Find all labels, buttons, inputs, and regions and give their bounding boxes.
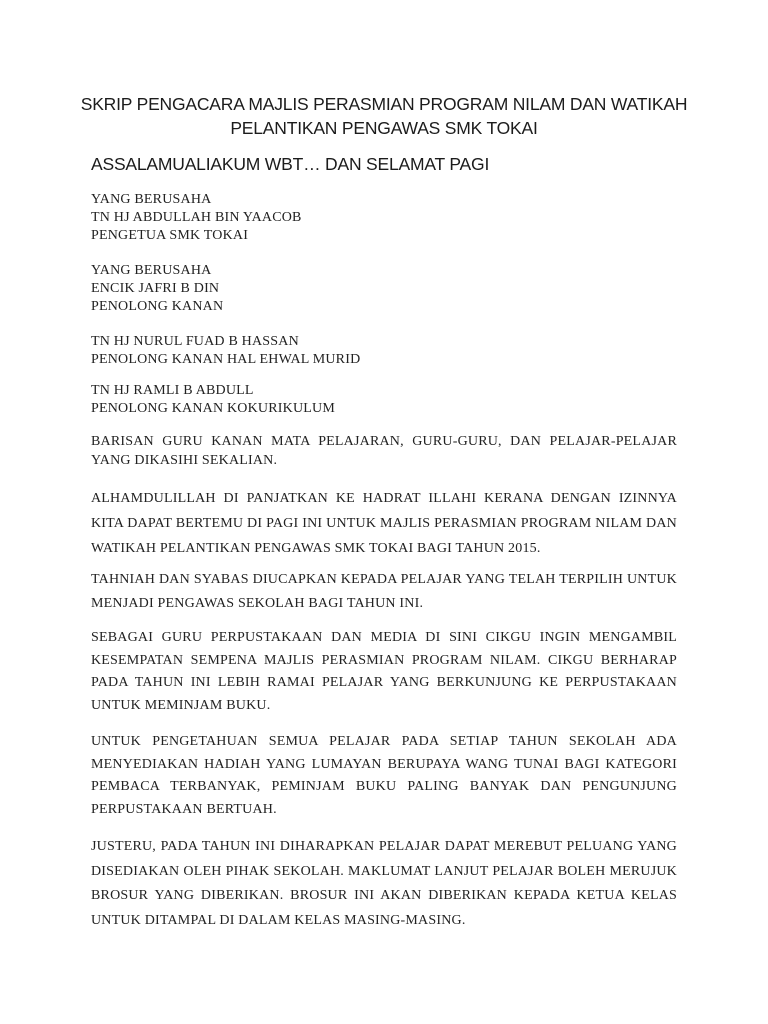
paragraph-1: BARISAN GURU KANAN MATA PELAJARAN, GURU-GURU, DAN PELAJAR-PELAJAR YANG DIKASIHI SEKALIAN.	[91, 434, 677, 468]
addressee-block-4	[91, 382, 677, 418]
addressee-line: YANG BERUSAHA	[91, 263, 212, 278]
paragraph-2: ALHAMDULILLAH DI PANJATKAN KE HADRAT ILLAHI KERANA DENGAN IZINNYA KITA DAPAT BERTEMU DI PAGI INI UNTUK MAJLIS PERASMIAN PROGRAM NILAM DAN WATIKAH PELANTIKAN PENGAWAS SMK TOKAI BAGI TAHUN 2015.	[91, 491, 677, 556]
document-title: SKRIP PENGACARA MAJLIS PERASMIAN PROGRAM NILAM DAN WATIKAH PELANTIKAN PENGAWAS SMK TOKAI	[80, 94, 688, 138]
addressee-line: TN HJ RAMLI B ABDULL	[91, 383, 254, 398]
addressee-line: ENCIK JAFRI B DIN	[91, 281, 220, 296]
paragraph-5: UNTUK PENGETAHUAN SEMUA PELAJAR PADA SETIAP TAHUN SEKOLAH ADA MENYEDIAKAN HADIAH YANG LUMAYAN BERUPAYA WANG TUNAI BAGI KATEGORI PEMBACA TERBANYAK, PEMINJAM BUKU PALING BANYAK DAN PENGUNJUNG PERPUSTAKAAN BERTUAH.	[91, 734, 677, 817]
paragraph-6: JUSTERU, PADA TAHUN INI DIHARAPKAN PELAJAR DAPAT MEREBUT PELUANG YANG DISEDIAKAN OLEH PIHAK SEKOLAH. MAKLUMAT LANJUT PELAJAR BOLEH MERUJUK BROSUR YANG DIBERIKAN. BROSUR INI AKAN DIBERIKAN KEPADA KETUA KELAS UNTUK DITAMPAL DI DALAM KELAS MASING-MASING.	[91, 839, 677, 928]
addressee-line: PENOLONG KANAN KOKURIKULUM	[91, 401, 335, 416]
addressee-line: TN HJ NURUL FUAD B HASSAN	[91, 334, 299, 349]
addressee-line: PENOLONG KANAN	[91, 299, 224, 314]
addressee-block-2	[91, 262, 677, 316]
paragraph-3: TAHNIAH DAN SYABAS DIUCAPKAN KEPADA PELAJAR YANG TELAH TERPILIH UNTUK MENJADI PENGAWAS SEKOLAH BAGI TAHUN INI.	[91, 572, 677, 611]
greeting-heading: ASSALAMUALIAKUM WBT… DAN SELAMAT PAGI	[91, 154, 490, 174]
addressee-line: TN HJ ABDULLAH BIN YAACOB	[91, 210, 302, 225]
addressee-line: YANG BERUSAHA	[91, 192, 212, 207]
addressee-block-1	[91, 191, 677, 245]
addressee-line: PENGETUA SMK TOKAI	[91, 228, 249, 243]
addressee-line: PENOLONG KANAN HAL EHWAL MURID	[91, 352, 361, 367]
paragraph-4: SEBAGAI GURU PERPUSTAKAAN DAN MEDIA DI SINI CIKGU INGIN MENGAMBIL KESEMPATAN SEMPENA MAJLIS PERASMIAN PROGRAM NILAM. CIKGU BERHARAP PADA TAHUN INI LEBIH RAMAI PELAJAR YANG BERKUNJUNG KE PERPUSTAKAAN UNTUK MEMINJAM BUKU.	[91, 630, 677, 713]
addressee-block-3	[91, 333, 677, 369]
